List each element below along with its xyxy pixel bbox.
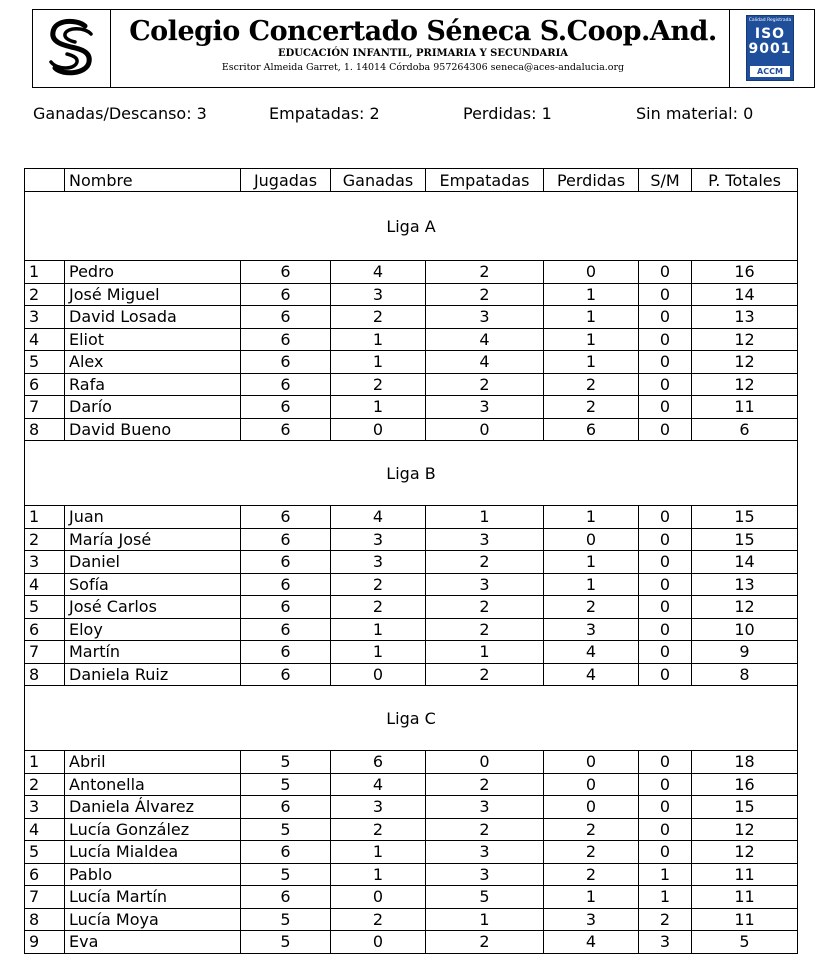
table-row xyxy=(25,351,798,374)
stat-cell: 2 xyxy=(544,396,639,419)
stat-cell: 0 xyxy=(639,796,692,819)
stat-cell: 0 xyxy=(639,306,692,329)
stat-cell: 2 xyxy=(426,931,544,954)
rank-cell: 3 xyxy=(25,551,65,574)
stat-cell: 6 xyxy=(241,663,331,686)
table-row xyxy=(25,841,798,864)
stat-cell: 4 xyxy=(331,261,426,284)
table-row xyxy=(25,283,798,306)
player-name-cell: Eloy xyxy=(65,618,241,641)
player-name-cell: Martín xyxy=(65,641,241,664)
stat-cell: 3 xyxy=(426,863,544,886)
stat-cell: 6 xyxy=(241,396,331,419)
stat-cell: 15 xyxy=(692,506,798,529)
stat-cell: 15 xyxy=(692,796,798,819)
stat-cell: 6 xyxy=(241,351,331,374)
stat-cell: 0 xyxy=(639,818,692,841)
stat-cell: 2 xyxy=(331,818,426,841)
stat-cell: 2 xyxy=(426,283,544,306)
stat-cell: 14 xyxy=(692,551,798,574)
league-header-row xyxy=(25,441,798,506)
seneca-s-logo-icon xyxy=(45,18,97,78)
table-row xyxy=(25,528,798,551)
stat-cell: 3 xyxy=(426,528,544,551)
stat-cell: 6 xyxy=(241,418,331,441)
stat-cell: 0 xyxy=(639,528,692,551)
stat-cell: 1 xyxy=(331,841,426,864)
stat-cell: 5 xyxy=(692,931,798,954)
stat-cell: 13 xyxy=(692,306,798,329)
stat-cell: 1 xyxy=(544,351,639,374)
stat-cell: 0 xyxy=(639,506,692,529)
stat-cell: 3 xyxy=(639,931,692,954)
rank-cell: 4 xyxy=(25,573,65,596)
table-row xyxy=(25,261,798,284)
stat-cell: 11 xyxy=(692,908,798,931)
stat-cell: 6 xyxy=(692,418,798,441)
table-row xyxy=(25,396,798,419)
summary-tied: Empatadas: 2 xyxy=(269,104,380,123)
table-header-row xyxy=(25,169,798,192)
column-header xyxy=(25,169,65,192)
table-row xyxy=(25,818,798,841)
table-row xyxy=(25,663,798,686)
stat-cell: 5 xyxy=(241,773,331,796)
stat-cell: 2 xyxy=(331,596,426,619)
stat-cell: 12 xyxy=(692,328,798,351)
stat-cell: 0 xyxy=(639,751,692,774)
table-row xyxy=(25,908,798,931)
stat-cell: 2 xyxy=(544,596,639,619)
stat-cell: 0 xyxy=(639,396,692,419)
iso-badge-top: Calidad Registrada xyxy=(748,18,792,23)
column-header: Jugadas xyxy=(241,169,331,192)
stat-cell: 4 xyxy=(331,506,426,529)
stat-cell: 11 xyxy=(692,396,798,419)
stat-cell: 5 xyxy=(241,751,331,774)
stat-cell: 6 xyxy=(241,796,331,819)
player-name-cell: José Carlos xyxy=(65,596,241,619)
rank-cell: 9 xyxy=(25,931,65,954)
stat-cell: 9 xyxy=(692,641,798,664)
table-row xyxy=(25,373,798,396)
stat-cell: 12 xyxy=(692,596,798,619)
stat-cell: 1 xyxy=(544,551,639,574)
stat-cell: 1 xyxy=(639,863,692,886)
stat-cell: 0 xyxy=(639,551,692,574)
stat-cell: 10 xyxy=(692,618,798,641)
league-header-row xyxy=(25,686,798,751)
table-row xyxy=(25,931,798,954)
stat-cell: 2 xyxy=(426,596,544,619)
stat-cell: 3 xyxy=(544,908,639,931)
rank-cell: 8 xyxy=(25,418,65,441)
rank-cell: 2 xyxy=(25,528,65,551)
stat-cell: 4 xyxy=(426,351,544,374)
player-name-cell: Lucía Martín xyxy=(65,886,241,909)
stat-cell: 4 xyxy=(426,328,544,351)
table-row xyxy=(25,506,798,529)
stat-cell: 1 xyxy=(544,283,639,306)
stat-cell: 0 xyxy=(544,751,639,774)
stat-cell: 0 xyxy=(639,261,692,284)
stat-cell: 12 xyxy=(692,351,798,374)
stat-cell: 1 xyxy=(544,506,639,529)
standings-table xyxy=(24,168,798,954)
player-name-cell: Lucía González xyxy=(65,818,241,841)
stat-cell: 2 xyxy=(426,618,544,641)
iso-9001-badge-icon xyxy=(746,15,794,81)
stat-cell: 5 xyxy=(241,863,331,886)
school-header xyxy=(32,9,815,88)
stat-cell: 6 xyxy=(241,618,331,641)
stat-cell: 3 xyxy=(426,306,544,329)
table-row xyxy=(25,551,798,574)
player-name-cell: Eva xyxy=(65,931,241,954)
stat-cell: 6 xyxy=(241,373,331,396)
stat-cell: 11 xyxy=(692,863,798,886)
stat-cell: 14 xyxy=(692,283,798,306)
stat-cell: 3 xyxy=(426,396,544,419)
column-header: Empatadas xyxy=(426,169,544,192)
table-row xyxy=(25,328,798,351)
school-logo xyxy=(33,10,111,87)
player-name-cell: David Bueno xyxy=(65,418,241,441)
stat-cell: 5 xyxy=(426,886,544,909)
stat-cell: 1 xyxy=(331,328,426,351)
player-name-cell: José Miguel xyxy=(65,283,241,306)
player-name-cell: Eliot xyxy=(65,328,241,351)
rank-cell: 3 xyxy=(25,796,65,819)
rank-cell: 5 xyxy=(25,596,65,619)
stat-cell: 3 xyxy=(426,796,544,819)
table-row xyxy=(25,773,798,796)
league-name: Liga C xyxy=(25,686,798,751)
player-name-cell: Pablo xyxy=(65,863,241,886)
rank-cell: 1 xyxy=(25,506,65,529)
table-row xyxy=(25,573,798,596)
stat-cell: 1 xyxy=(331,863,426,886)
column-header: P. Totales xyxy=(692,169,798,192)
player-name-cell: Daniela Ruiz xyxy=(65,663,241,686)
stat-cell: 3 xyxy=(331,283,426,306)
summary-lost: Perdidas: 1 xyxy=(463,104,552,123)
column-header: S/M xyxy=(639,169,692,192)
rank-cell: 6 xyxy=(25,373,65,396)
stat-cell: 0 xyxy=(544,773,639,796)
player-name-cell: Abril xyxy=(65,751,241,774)
rank-cell: 2 xyxy=(25,283,65,306)
stat-cell: 0 xyxy=(639,328,692,351)
stat-cell: 13 xyxy=(692,573,798,596)
stat-cell: 6 xyxy=(241,551,331,574)
rank-cell: 6 xyxy=(25,863,65,886)
player-name-cell: Antonella xyxy=(65,773,241,796)
stat-cell: 1 xyxy=(426,908,544,931)
stat-cell: 0 xyxy=(331,886,426,909)
stat-cell: 16 xyxy=(692,261,798,284)
rank-cell: 7 xyxy=(25,886,65,909)
iso-badge-footer: ACCM xyxy=(750,66,790,77)
stat-cell: 0 xyxy=(639,641,692,664)
stat-cell: 0 xyxy=(639,373,692,396)
stat-cell: 1 xyxy=(331,351,426,374)
player-name-cell: Darío xyxy=(65,396,241,419)
league-name: Liga A xyxy=(25,192,798,261)
stat-cell: 4 xyxy=(331,773,426,796)
stat-cell: 1 xyxy=(426,641,544,664)
player-name-cell: David Losada xyxy=(65,306,241,329)
stat-cell: 6 xyxy=(241,886,331,909)
iso-badge-line1: ISO xyxy=(754,26,786,42)
stat-cell: 2 xyxy=(331,908,426,931)
player-name-cell: Pedro xyxy=(65,261,241,284)
school-address: Escritor Almeida Garret, 1. 14014 Córdoba 957264306 seneca@aces-andalucia.org xyxy=(221,62,625,73)
stat-cell: 0 xyxy=(639,573,692,596)
stat-cell: 1 xyxy=(331,641,426,664)
table-row xyxy=(25,418,798,441)
league-header-row xyxy=(25,192,798,261)
stat-cell: 0 xyxy=(639,596,692,619)
stat-cell: 3 xyxy=(426,841,544,864)
stat-cell: 4 xyxy=(544,641,639,664)
table-row xyxy=(25,886,798,909)
rank-cell: 4 xyxy=(25,328,65,351)
stat-cell: 6 xyxy=(544,418,639,441)
stat-cell: 6 xyxy=(241,306,331,329)
stat-cell: 0 xyxy=(639,773,692,796)
column-header: Ganadas xyxy=(331,169,426,192)
rank-cell: 8 xyxy=(25,908,65,931)
stat-cell: 6 xyxy=(241,641,331,664)
stat-cell: 0 xyxy=(639,841,692,864)
player-name-cell: Rafa xyxy=(65,373,241,396)
stat-cell: 6 xyxy=(241,596,331,619)
stat-cell: 1 xyxy=(544,886,639,909)
stat-cell: 2 xyxy=(544,863,639,886)
stat-cell: 5 xyxy=(241,908,331,931)
stat-cell: 1 xyxy=(331,618,426,641)
rank-cell: 1 xyxy=(25,751,65,774)
stat-cell: 0 xyxy=(639,351,692,374)
stat-cell: 2 xyxy=(426,773,544,796)
league-name: Liga B xyxy=(25,441,798,506)
stat-cell: 12 xyxy=(692,841,798,864)
stat-cell: 3 xyxy=(426,573,544,596)
stat-cell: 6 xyxy=(331,751,426,774)
rank-cell: 5 xyxy=(25,351,65,374)
stat-cell: 0 xyxy=(331,418,426,441)
stat-cell: 6 xyxy=(241,328,331,351)
stat-cell: 6 xyxy=(241,528,331,551)
stat-cell: 1 xyxy=(544,328,639,351)
stat-cell: 6 xyxy=(241,841,331,864)
stat-cell: 11 xyxy=(692,886,798,909)
stat-cell: 5 xyxy=(241,931,331,954)
stat-cell: 0 xyxy=(544,261,639,284)
stat-cell: 2 xyxy=(544,818,639,841)
stat-cell: 0 xyxy=(639,283,692,306)
rank-cell: 3 xyxy=(25,306,65,329)
stat-cell: 3 xyxy=(544,618,639,641)
iso-certification xyxy=(729,10,814,87)
stat-cell: 4 xyxy=(544,663,639,686)
stat-cell: 2 xyxy=(426,663,544,686)
stat-cell: 2 xyxy=(331,573,426,596)
stat-cell: 2 xyxy=(426,818,544,841)
stat-cell: 0 xyxy=(426,751,544,774)
stat-cell: 12 xyxy=(692,818,798,841)
table-row xyxy=(25,618,798,641)
rank-cell: 6 xyxy=(25,618,65,641)
player-name-cell: Alex xyxy=(65,351,241,374)
table-row xyxy=(25,751,798,774)
stat-cell: 1 xyxy=(544,306,639,329)
rank-cell: 7 xyxy=(25,641,65,664)
stat-cell: 2 xyxy=(426,261,544,284)
stat-cell: 15 xyxy=(692,528,798,551)
stat-cell: 2 xyxy=(426,551,544,574)
stat-cell: 18 xyxy=(692,751,798,774)
stat-cell: 2 xyxy=(544,841,639,864)
stat-cell: 3 xyxy=(331,528,426,551)
stat-cell: 2 xyxy=(544,373,639,396)
table-row xyxy=(25,641,798,664)
column-header: Perdidas xyxy=(544,169,639,192)
player-name-cell: María José xyxy=(65,528,241,551)
stat-cell: 12 xyxy=(692,373,798,396)
stat-cell: 5 xyxy=(241,818,331,841)
stat-cell: 0 xyxy=(331,931,426,954)
summary-no-material: Sin material: 0 xyxy=(636,104,754,123)
iso-badge-line2: 9001 xyxy=(748,41,792,57)
player-name-cell: Lucía Moya xyxy=(65,908,241,931)
stat-cell: 0 xyxy=(331,663,426,686)
summary-won: Ganadas/Descanso: 3 xyxy=(33,104,207,123)
stat-cell: 3 xyxy=(331,551,426,574)
stat-cell: 1 xyxy=(639,886,692,909)
stat-cell: 2 xyxy=(331,306,426,329)
stat-cell: 6 xyxy=(241,283,331,306)
stat-cell: 2 xyxy=(639,908,692,931)
player-name-cell: Juan xyxy=(65,506,241,529)
rank-cell: 4 xyxy=(25,818,65,841)
stat-cell: 2 xyxy=(331,373,426,396)
player-name-cell: Lucía Mialdea xyxy=(65,841,241,864)
stat-cell: 0 xyxy=(639,418,692,441)
rank-cell: 1 xyxy=(25,261,65,284)
column-header: Nombre xyxy=(65,169,241,192)
rank-cell: 2 xyxy=(25,773,65,796)
stat-cell: 6 xyxy=(241,261,331,284)
school-name: Colegio Concertado Séneca S.Coop.And. xyxy=(129,16,717,47)
stat-cell: 0 xyxy=(639,663,692,686)
table-row xyxy=(25,306,798,329)
stat-cell: 4 xyxy=(544,931,639,954)
stat-cell: 6 xyxy=(241,573,331,596)
player-name-cell: Daniel xyxy=(65,551,241,574)
stat-cell: 6 xyxy=(241,506,331,529)
stat-cell: 1 xyxy=(426,506,544,529)
table-row xyxy=(25,863,798,886)
stat-cell: 1 xyxy=(331,396,426,419)
stat-cell: 0 xyxy=(426,418,544,441)
school-subtitle: EDUCACIÓN INFANTIL, PRIMARIA Y SECUNDARIA xyxy=(277,48,569,59)
table-row xyxy=(25,796,798,819)
stat-cell: 0 xyxy=(544,528,639,551)
stat-cell: 1 xyxy=(544,573,639,596)
stat-cell: 0 xyxy=(544,796,639,819)
rank-cell: 8 xyxy=(25,663,65,686)
rank-cell: 5 xyxy=(25,841,65,864)
stat-cell: 8 xyxy=(692,663,798,686)
table-row xyxy=(25,596,798,619)
stat-cell: 16 xyxy=(692,773,798,796)
stat-cell: 0 xyxy=(639,618,692,641)
player-name-cell: Daniela Álvarez xyxy=(65,796,241,819)
stat-cell: 3 xyxy=(331,796,426,819)
stat-cell: 2 xyxy=(426,373,544,396)
rank-cell: 7 xyxy=(25,396,65,419)
player-name-cell: Sofía xyxy=(65,573,241,596)
